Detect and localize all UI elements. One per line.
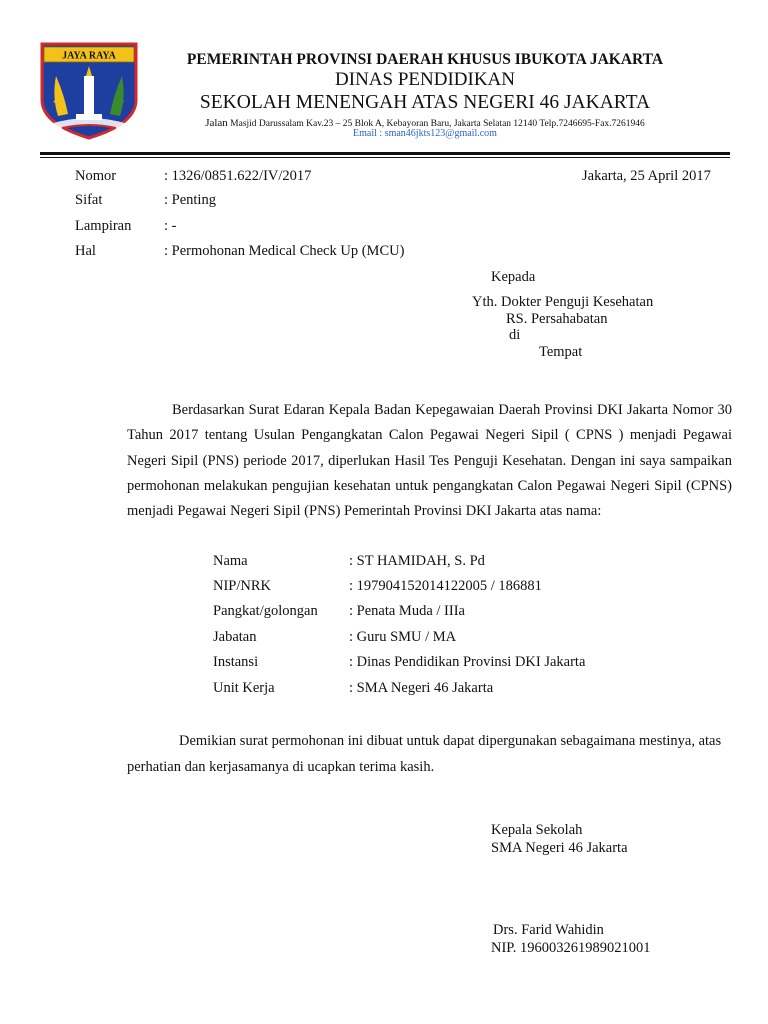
signature-nip: NIP. 196003261989021001: [491, 940, 651, 956]
meta-value-sifat: : Penting: [164, 192, 216, 208]
detail-value-nip: : 197904152014122005 / 186881: [349, 578, 542, 594]
signature-title-1: Kepala Sekolah: [491, 822, 583, 838]
detail-label-pangkat: Pangkat/golongan: [213, 603, 318, 619]
government-heading: PEMERINTAH PROVINSI DAERAH KHUSUS IBUKOTA JAKARTA: [186, 51, 664, 68]
signature-name: Drs. Farid Wahidin: [493, 922, 604, 938]
jakarta-coat-of-arms-logo: [40, 42, 138, 140]
detail-value-unit-kerja: : SMA Negeri 46 Jakarta: [349, 680, 494, 696]
detail-value-jabatan: : Guru SMU / MA: [349, 629, 457, 645]
address-lead: Jalan: [205, 117, 228, 129]
closing-paragraph: Demikian surat permohonan ini dibuat untuk dapat dipergunakan sebagaimana mestinya, atas perhatian dan kerjasamanya di ucapkan terima kasih.: [127, 733, 722, 775]
email-line[interactable]: Email : sman46jkts123@gmail.com: [353, 128, 497, 139]
agency-heading: DINAS PENDIDIKAN: [335, 69, 515, 90]
detail-value-instansi: : Dinas Pendidikan Provinsi DKI Jakarta: [349, 654, 586, 670]
meta-value-lampiran: : -: [164, 218, 177, 234]
detail-value-pangkat: : Penata Muda / IIIa: [349, 603, 465, 619]
detail-label-unit-kerja: Unit Kerja: [213, 680, 275, 696]
detail-label-instansi: Instansi: [213, 654, 259, 670]
place-date: Jakarta, 25 April 2017: [582, 168, 711, 184]
meta-value-hal: : Permohonan Medical Check Up (MCU): [164, 243, 405, 259]
recipient-line-2: RS. Persahabatan: [506, 311, 608, 327]
meta-label-nomor: Nomor: [75, 168, 117, 184]
recipient-kepada: Kepada: [491, 269, 536, 285]
recipient-line-1: Yth. Dokter Penguji Kesehatan: [472, 294, 654, 310]
detail-label-nip: NIP/NRK: [213, 578, 272, 594]
letterhead-thick-rule: [40, 152, 730, 155]
detail-label-jabatan: Jabatan: [213, 629, 257, 645]
signature-title-2: SMA Negeri 46 Jakarta: [491, 840, 628, 856]
meta-label-lampiran: Lampiran: [75, 218, 132, 234]
letterhead-thin-rule: [40, 157, 730, 158]
body-paragraph: Berdasarkan Surat Edaran Kepala Badan Kepegawaian Daerah Provinsi DKI Jakarta Nomor 30 Tahun 2017 tentang Usulan Pengangkatan Calon Pegawai Negeri Sipil ( CPNS ) menjadi Pegawai Negeri Sipil (PNS) periode 2017, diperlukan Hasil Tes Penguji Kesehatan. Dengan ini saya sampaikan permohonan melakukan pengujian kesehatan untuk pengangkatan Calon Pegawai Negeri Sipil (CPNS) menjadi Pegawai Negeri Sipil (PNS) Pemerintah Provinsi DKI Jakarta atas nama:: [127, 402, 732, 520]
svg-text:JAYA RAYA: JAYA RAYA: [62, 50, 116, 62]
meta-label-sifat: Sifat: [75, 192, 103, 208]
address-rest: Masjid Darussalam Kav.23 – 25 Blok A, Kebayoran Baru, Jakarta Selatan 12140 Telp.7246695-Fax.7261946: [227, 119, 645, 129]
recipient-line-3: di: [509, 327, 521, 343]
meta-value-nomor: : 1326/0851.622/IV/2017: [164, 168, 312, 184]
detail-value-nama: : ST HAMIDAH, S. Pd: [349, 553, 485, 569]
recipient-line-4: Tempat: [539, 344, 583, 360]
meta-label-hal: Hal: [75, 243, 96, 259]
detail-label-nama: Nama: [213, 553, 248, 569]
school-heading: SEKOLAH MENENGAH ATAS NEGERI 46 JAKARTA: [199, 92, 651, 113]
